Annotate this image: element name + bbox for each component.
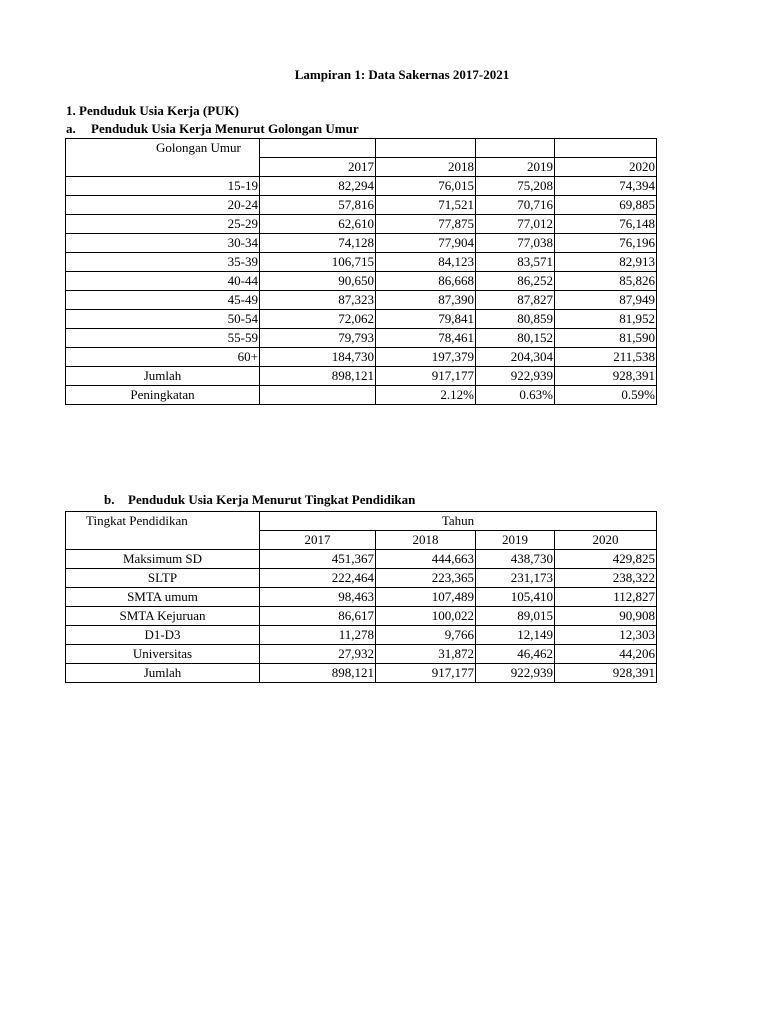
year-header: 2019 — [476, 531, 555, 550]
value-cell: 84,123 — [376, 253, 476, 272]
education-table — [65, 511, 657, 683]
row-label: SMTA umum — [66, 588, 260, 607]
table-row — [66, 215, 657, 234]
page-title: Lampiran 1: Data Sakernas 2017-2021 — [294, 67, 510, 82]
value-cell: 922,939 — [476, 367, 555, 386]
age-group-table — [65, 138, 657, 405]
value-cell: 98,463 — [260, 588, 376, 607]
value-cell: 87,390 — [376, 291, 476, 310]
education-header: Tingkat Pendidikan — [66, 512, 260, 550]
row-label: 30-34 — [66, 234, 260, 253]
row-label: 20-24 — [66, 196, 260, 215]
year-header: 2020 — [555, 531, 657, 550]
table-row — [66, 177, 657, 196]
value-cell: 429,825 — [555, 550, 657, 569]
table-row — [66, 607, 657, 626]
row-label: Jumlah — [66, 664, 260, 683]
value-cell: 223,365 — [376, 569, 476, 588]
value-cell: 90,650 — [260, 272, 376, 291]
row-label: SLTP — [66, 569, 260, 588]
value-cell: 86,668 — [376, 272, 476, 291]
growth-row — [66, 386, 657, 405]
value-cell: 79,793 — [260, 329, 376, 348]
total-row — [66, 367, 657, 386]
value-cell: 197,379 — [376, 348, 476, 367]
blank-cell — [66, 158, 260, 177]
blank-cell — [476, 139, 555, 158]
value-cell: 81,952 — [555, 310, 657, 329]
row-label: Maksimum SD — [66, 550, 260, 569]
value-cell: 917,177 — [376, 664, 476, 683]
value-cell: 72,062 — [260, 310, 376, 329]
value-cell — [260, 386, 376, 405]
value-cell: 222,464 — [260, 569, 376, 588]
value-cell: 44,206 — [555, 645, 657, 664]
table-row — [66, 272, 657, 291]
year-group-header: Tahun — [260, 512, 657, 531]
year-header-row — [66, 158, 657, 177]
year-header: 2020 — [555, 158, 657, 177]
value-cell: 78,461 — [376, 329, 476, 348]
value-cell: 87,323 — [260, 291, 376, 310]
value-cell: 204,304 — [476, 348, 555, 367]
value-cell: 75,208 — [476, 177, 555, 196]
table-row — [66, 253, 657, 272]
value-cell: 79,841 — [376, 310, 476, 329]
table-header-row — [66, 512, 657, 531]
row-label: 25-29 — [66, 215, 260, 234]
value-cell: 211,538 — [555, 348, 657, 367]
value-cell: 85,826 — [555, 272, 657, 291]
row-label: 15-19 — [66, 177, 260, 196]
blank-cell — [555, 139, 657, 158]
row-label: 50-54 — [66, 310, 260, 329]
value-cell: 83,571 — [476, 253, 555, 272]
table-row — [66, 234, 657, 253]
blank-cell — [376, 139, 476, 158]
value-cell: 444,663 — [376, 550, 476, 569]
value-cell: 451,367 — [260, 550, 376, 569]
table-row — [66, 348, 657, 367]
table-a-title: Penduduk Usia Kerja Menurut Golongan Umur — [91, 121, 359, 136]
row-label: 40-44 — [66, 272, 260, 291]
value-cell: 898,121 — [260, 367, 376, 386]
value-cell: 105,410 — [476, 588, 555, 607]
value-cell: 87,827 — [476, 291, 555, 310]
value-cell: 69,885 — [555, 196, 657, 215]
total-row — [66, 664, 657, 683]
table-row — [66, 550, 657, 569]
year-header: 2018 — [376, 158, 476, 177]
value-cell: 80,152 — [476, 329, 555, 348]
value-cell: 82,913 — [555, 253, 657, 272]
value-cell: 86,252 — [476, 272, 555, 291]
value-cell: 2.12% — [376, 386, 476, 405]
value-cell: 112,827 — [555, 588, 657, 607]
table-row — [66, 645, 657, 664]
value-cell: 62,610 — [260, 215, 376, 234]
value-cell: 81,590 — [555, 329, 657, 348]
year-header: 2019 — [476, 158, 555, 177]
value-cell: 12,149 — [476, 626, 555, 645]
table-a-heading — [66, 121, 359, 137]
table-row — [66, 196, 657, 215]
table-row — [66, 329, 657, 348]
row-label: Peningkatan — [66, 386, 260, 405]
value-cell: 100,022 — [376, 607, 476, 626]
value-cell: 31,872 — [376, 645, 476, 664]
value-cell: 438,730 — [476, 550, 555, 569]
row-label: D1-D3 — [66, 626, 260, 645]
education-table-body — [66, 512, 657, 683]
value-cell: 9,766 — [376, 626, 476, 645]
year-header: 2018 — [376, 531, 476, 550]
value-cell: 86,617 — [260, 607, 376, 626]
row-label: 60+ — [66, 348, 260, 367]
value-cell: 898,121 — [260, 664, 376, 683]
row-label: Universitas — [66, 645, 260, 664]
value-cell: 917,177 — [376, 367, 476, 386]
value-cell: 74,128 — [260, 234, 376, 253]
table-row — [66, 588, 657, 607]
value-cell: 90,908 — [555, 607, 657, 626]
value-cell: 76,196 — [555, 234, 657, 253]
table-a-label: a. — [66, 121, 76, 136]
value-cell: 71,521 — [376, 196, 476, 215]
value-cell: 922,939 — [476, 664, 555, 683]
row-label: SMTA Kejuruan — [66, 607, 260, 626]
value-cell: 106,715 — [260, 253, 376, 272]
value-cell: 238,322 — [555, 569, 657, 588]
value-cell: 107,489 — [376, 588, 476, 607]
age-group-header: Golongan Umur — [66, 139, 260, 158]
row-label: Jumlah — [66, 367, 260, 386]
year-header: 2017 — [260, 158, 376, 177]
value-cell: 76,015 — [376, 177, 476, 196]
value-cell: 11,278 — [260, 626, 376, 645]
value-cell: 77,012 — [476, 215, 555, 234]
value-cell: 0.59% — [555, 386, 657, 405]
year-header: 2017 — [260, 531, 376, 550]
value-cell: 928,391 — [555, 367, 657, 386]
value-cell: 928,391 — [555, 664, 657, 683]
value-cell: 76,148 — [555, 215, 657, 234]
table-row — [66, 569, 657, 588]
table-row — [66, 291, 657, 310]
value-cell: 77,875 — [376, 215, 476, 234]
blank-cell — [260, 139, 376, 158]
table-b-label: b. — [104, 492, 115, 507]
value-cell: 12,303 — [555, 626, 657, 645]
value-cell: 80,859 — [476, 310, 555, 329]
table-row — [66, 626, 657, 645]
value-cell: 27,932 — [260, 645, 376, 664]
value-cell: 46,462 — [476, 645, 555, 664]
value-cell: 0.63% — [476, 386, 555, 405]
age-group-table-body — [66, 139, 657, 405]
value-cell: 184,730 — [260, 348, 376, 367]
section-heading: 1. Penduduk Usia Kerja (PUK) — [66, 103, 239, 118]
row-label: 45-49 — [66, 291, 260, 310]
value-cell: 82,294 — [260, 177, 376, 196]
table-b-heading — [104, 492, 415, 508]
value-cell: 89,015 — [476, 607, 555, 626]
table-header-row — [66, 139, 657, 158]
value-cell: 77,904 — [376, 234, 476, 253]
table-b-title: Penduduk Usia Kerja Menurut Tingkat Pendidikan — [128, 492, 416, 507]
value-cell: 231,173 — [476, 569, 555, 588]
row-label: 35-39 — [66, 253, 260, 272]
table-row — [66, 310, 657, 329]
row-label: 55-59 — [66, 329, 260, 348]
value-cell: 74,394 — [555, 177, 657, 196]
value-cell: 77,038 — [476, 234, 555, 253]
value-cell: 87,949 — [555, 291, 657, 310]
value-cell: 70,716 — [476, 196, 555, 215]
value-cell: 57,816 — [260, 196, 376, 215]
